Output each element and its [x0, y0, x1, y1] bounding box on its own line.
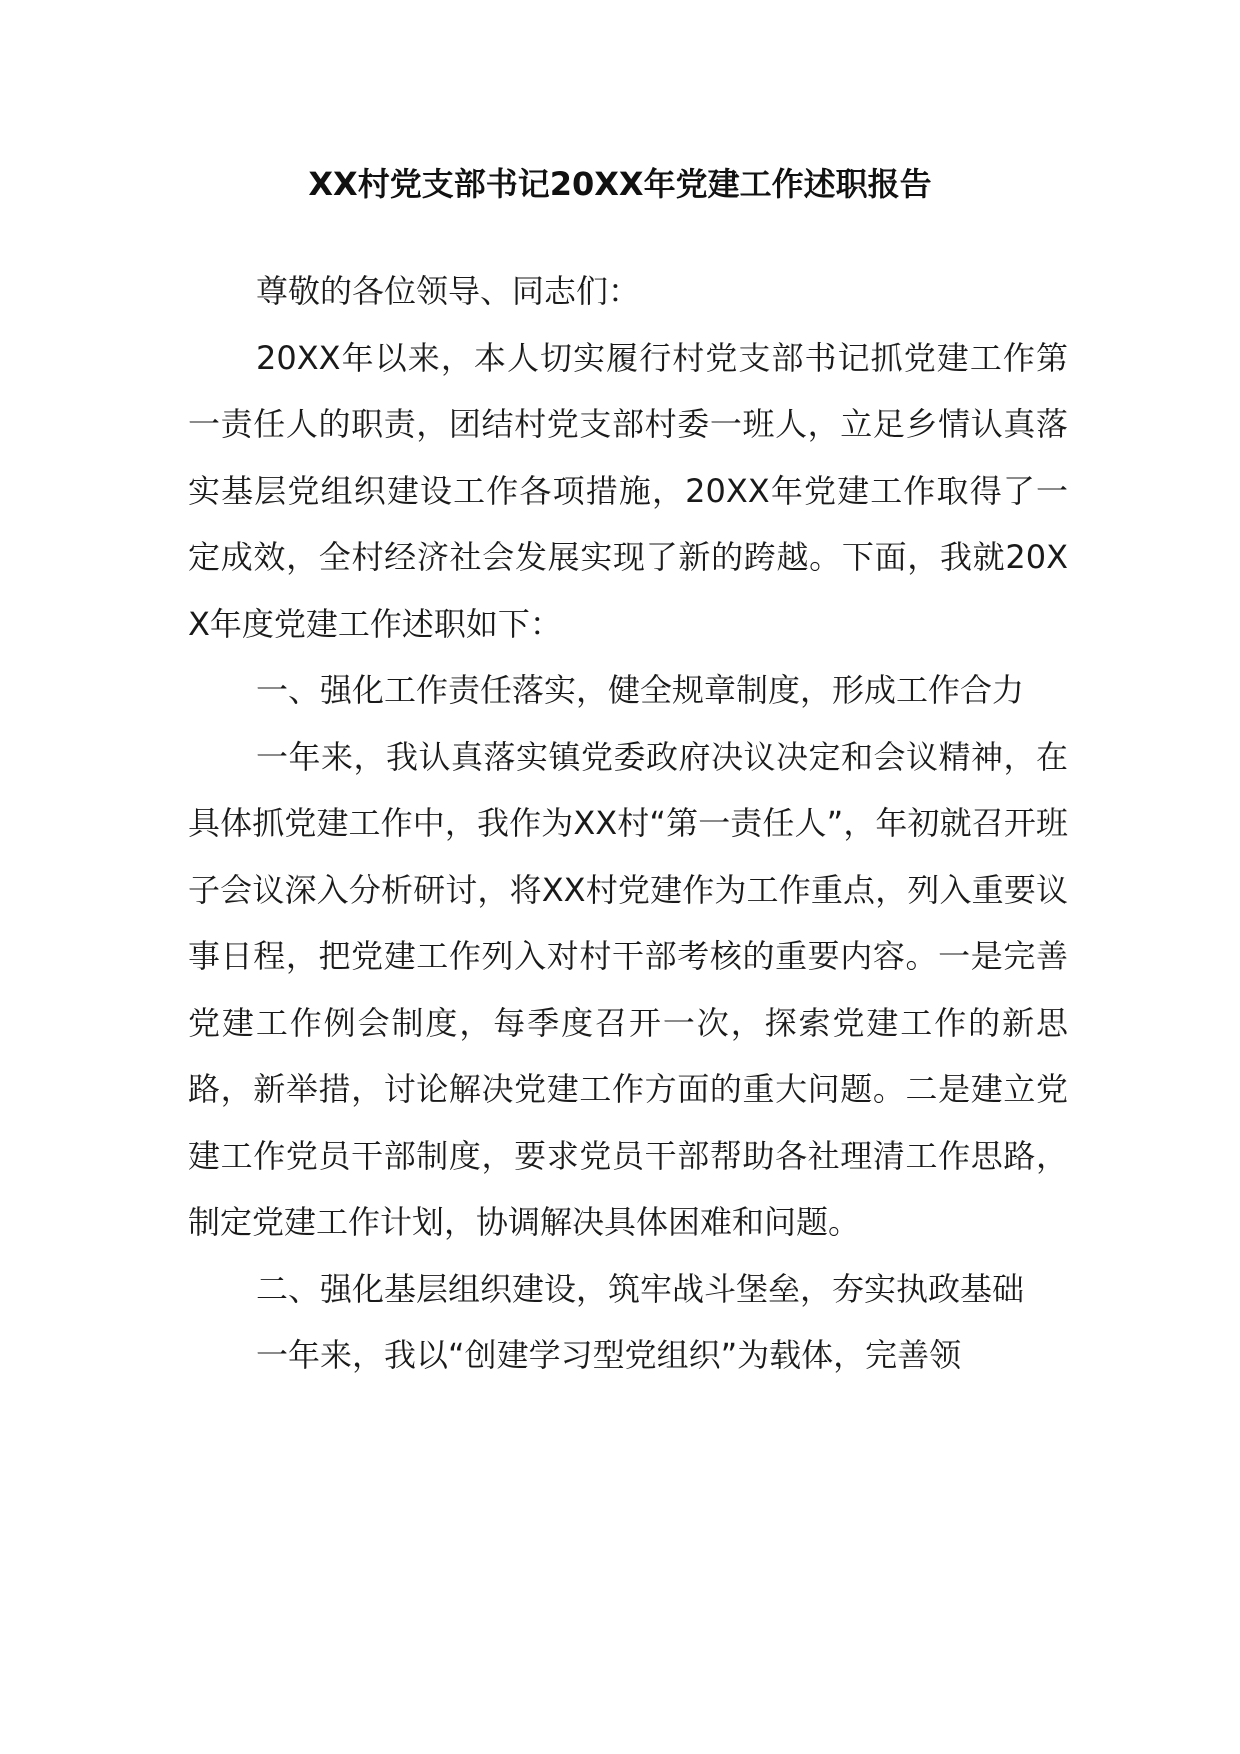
- document-body: [188, 258, 1068, 1389]
- section-1-paragraph: 一年来，我认真落实镇党委政府决议决定和会议精神，在具体抓党建工作中，我作为XX村“第一责任人”，年初就召开班子会议深入分析研讨，将XX村党建作为工作重点，列入重要议事日程，把党建工作列入对村干部考核的重要内容。一是完善党建工作例会制度，每季度召开一次，探索党建工作的新思路，新举措，讨论解决党建工作方面的重大问题。二是建立党建工作党员干部制度，要求党员干部帮助各社理清工作思路，制定党建工作计划，协调解决具体困难和问题。: [188, 737, 1068, 1241]
- intro-paragraph: 20XX年以来，本人切实履行村党支部书记抓党建工作第一责任人的职责，团结村党支部村委一班人，立足乡情认真落实基层党组织建设工作各项措施，20XX年党建工作取得了一定成效，全村经济社会发展实现了新的跨越。下面，我就20XX年度党建工作述职如下：: [188, 338, 1068, 643]
- section-heading-2: 二、强化基层组织建设，筑牢战斗堡垒，夯实执政基础: [256, 1269, 1025, 1308]
- section-2-paragraph: 一年来，我以“创建学习型党组织”为载体，完善领: [256, 1336, 962, 1374]
- section-heading-1: 一、强化工作责任落实，健全规章制度，形成工作合力: [256, 671, 1025, 709]
- document-title: XX村党支部书记20XX年党建工作述职报告: [308, 165, 932, 203]
- salutation: 尊敬的各位领导、同志们：: [256, 272, 641, 310]
